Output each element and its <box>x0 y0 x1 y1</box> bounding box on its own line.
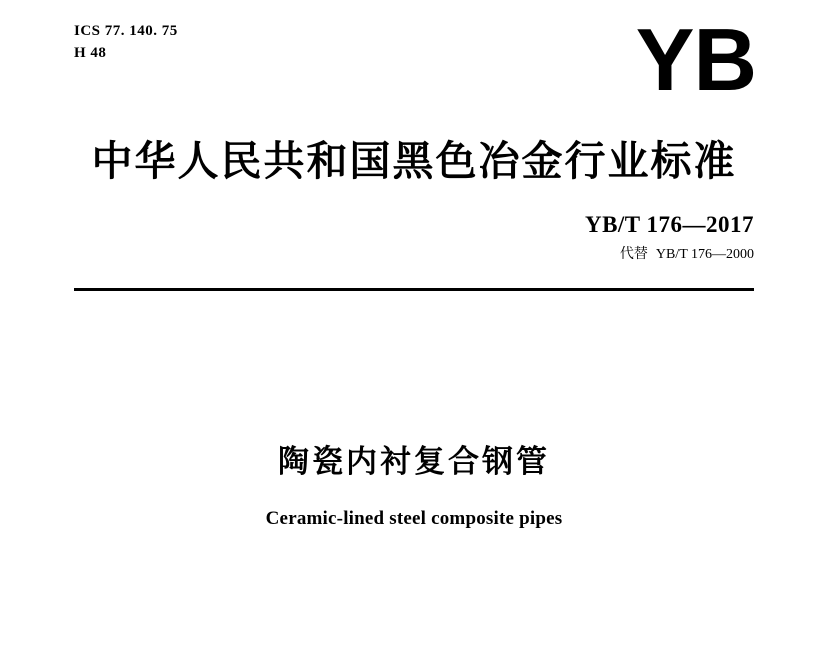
replaces-label: 代替 <box>619 246 648 262</box>
standard-number-block <box>585 212 754 263</box>
replaces-number: YB/T 176—2000 <box>655 247 754 262</box>
issuing-body-title: 中华人民共和国黑色冶金行业标准 <box>91 137 737 185</box>
yb-logo: YB <box>635 10 756 109</box>
document-title-en: Ceramic-lined steel composite pipes <box>265 508 563 529</box>
document-title-cn: 陶瓷内衬复合钢管 <box>278 444 550 480</box>
ics-code: ICS 77. 140. 75 <box>74 23 178 39</box>
header-codes <box>74 20 178 64</box>
standard-number: YB/T 176—2017 <box>584 212 754 237</box>
horizontal-divider <box>74 288 754 291</box>
replaces-line <box>585 243 754 263</box>
classification-code: H 48 <box>74 45 107 61</box>
